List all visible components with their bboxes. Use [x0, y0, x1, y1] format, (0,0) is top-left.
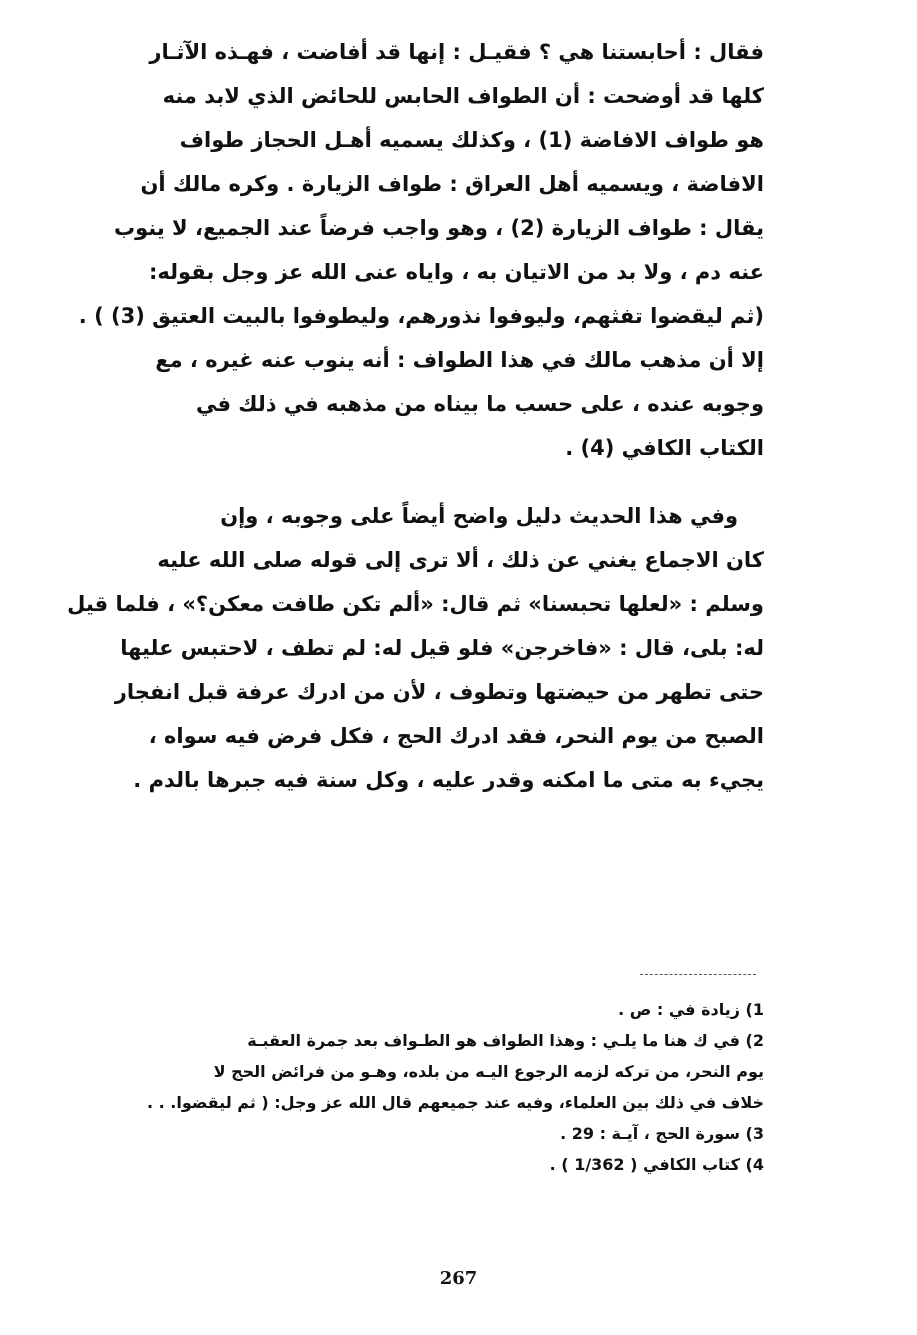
body-line: (ثم ليقضوا تفثهم، وليوفوا نذورهم، وليطوفوا بالبيت العتيق (3) ) .	[78, 304, 764, 328]
body-line: كان الاجماع يغني عن ذلك ، ألا ترى إلى قوله صلى الله عليه	[157, 548, 764, 572]
body-line: كلها قد أوضحت : أن الطواف الحابس للحائض الذي لابد منه	[162, 84, 764, 108]
body-line: الكتاب الكافي (4) .	[565, 436, 764, 460]
footnote-line: خلاف في ذلك بين العلماء، وفيه عند جميعهم قال الله عز وجل: ( ثم ليقضوا. . .	[146, 1093, 764, 1112]
body-line: يجيء به متى ما امكنه وقدر عليه ، وكل سنة فيه جبرها بالدم .	[133, 768, 764, 792]
footnote-line: 1) زيادة في : ص .	[618, 1000, 764, 1019]
body-line: عنه دم ، ولا بد من الاتيان به ، واياه عنى الله عز وجل بقوله:	[149, 260, 764, 284]
footnote-separator	[640, 974, 756, 975]
body-line: له: بلى، قال : «فاخرجن» فلو قيل له: لم تطف ، لاحتبس عليها	[120, 636, 764, 660]
body-line: فقال : أحابستنا هي ؟ فقيـل : إنها قد أفاضت ، فهـذه الآثـار	[149, 40, 764, 64]
main-text	[67, 30, 764, 802]
footnote-line: يوم النحر، من تركه لزمه الرجوع اليـه من بلده، وهـو من فرائض الحج لا	[213, 1062, 764, 1081]
footnotes	[146, 994, 764, 1180]
body-line: يقال : طواف الزيارة (2) ، وهو واجب فرضاً عند الجميع، لا ينوب	[114, 216, 764, 240]
page-number: 267	[439, 1268, 478, 1289]
body-line: وسلم : «لعلها تحبسنا» ثم قال: «ألم تكن طافت معكن؟» ، فلما قيل	[67, 592, 764, 616]
footnote-line: 4) كتاب الكافي ( 1/362 ) .	[549, 1155, 764, 1174]
body-line: حتى تطهر من حيضتها وتطوف ، لأن من ادرك عرفة قبل انفجار	[114, 680, 764, 704]
paragraph-gap	[158, 470, 764, 494]
footnote-line: 2) في ك هنا ما يلـي : وهذا الطواف هو الطـواف بعد جمرة العقبـة	[247, 1031, 764, 1050]
body-line: الصبح من يوم النحر، فقد ادرك الحج ، فكل فرض فيه سواه ،	[148, 724, 764, 748]
body-line: إلا أن مذهب مالك في هذا الطواف : أنه ينوب عنه غيره ، مع	[155, 348, 764, 372]
body-line: وجوبه عنده ، على حسب ما بيناه من مذهبه في ذلك في	[195, 392, 764, 416]
body-line: وفي هذا الحديث دليل واضح أيضاً على وجوبه ، وإن	[220, 504, 738, 528]
body-line: الافاضة ، ويسميه أهل العراق : طواف الزيارة . وكره مالك أن	[140, 172, 764, 196]
footnote-line: 3) سورة الحج ، آيـة : 29 .	[560, 1124, 764, 1143]
body-line: هو طواف الافاضة (1) ، وكذلك يسميه أهـل الحجاز طواف	[179, 128, 764, 152]
